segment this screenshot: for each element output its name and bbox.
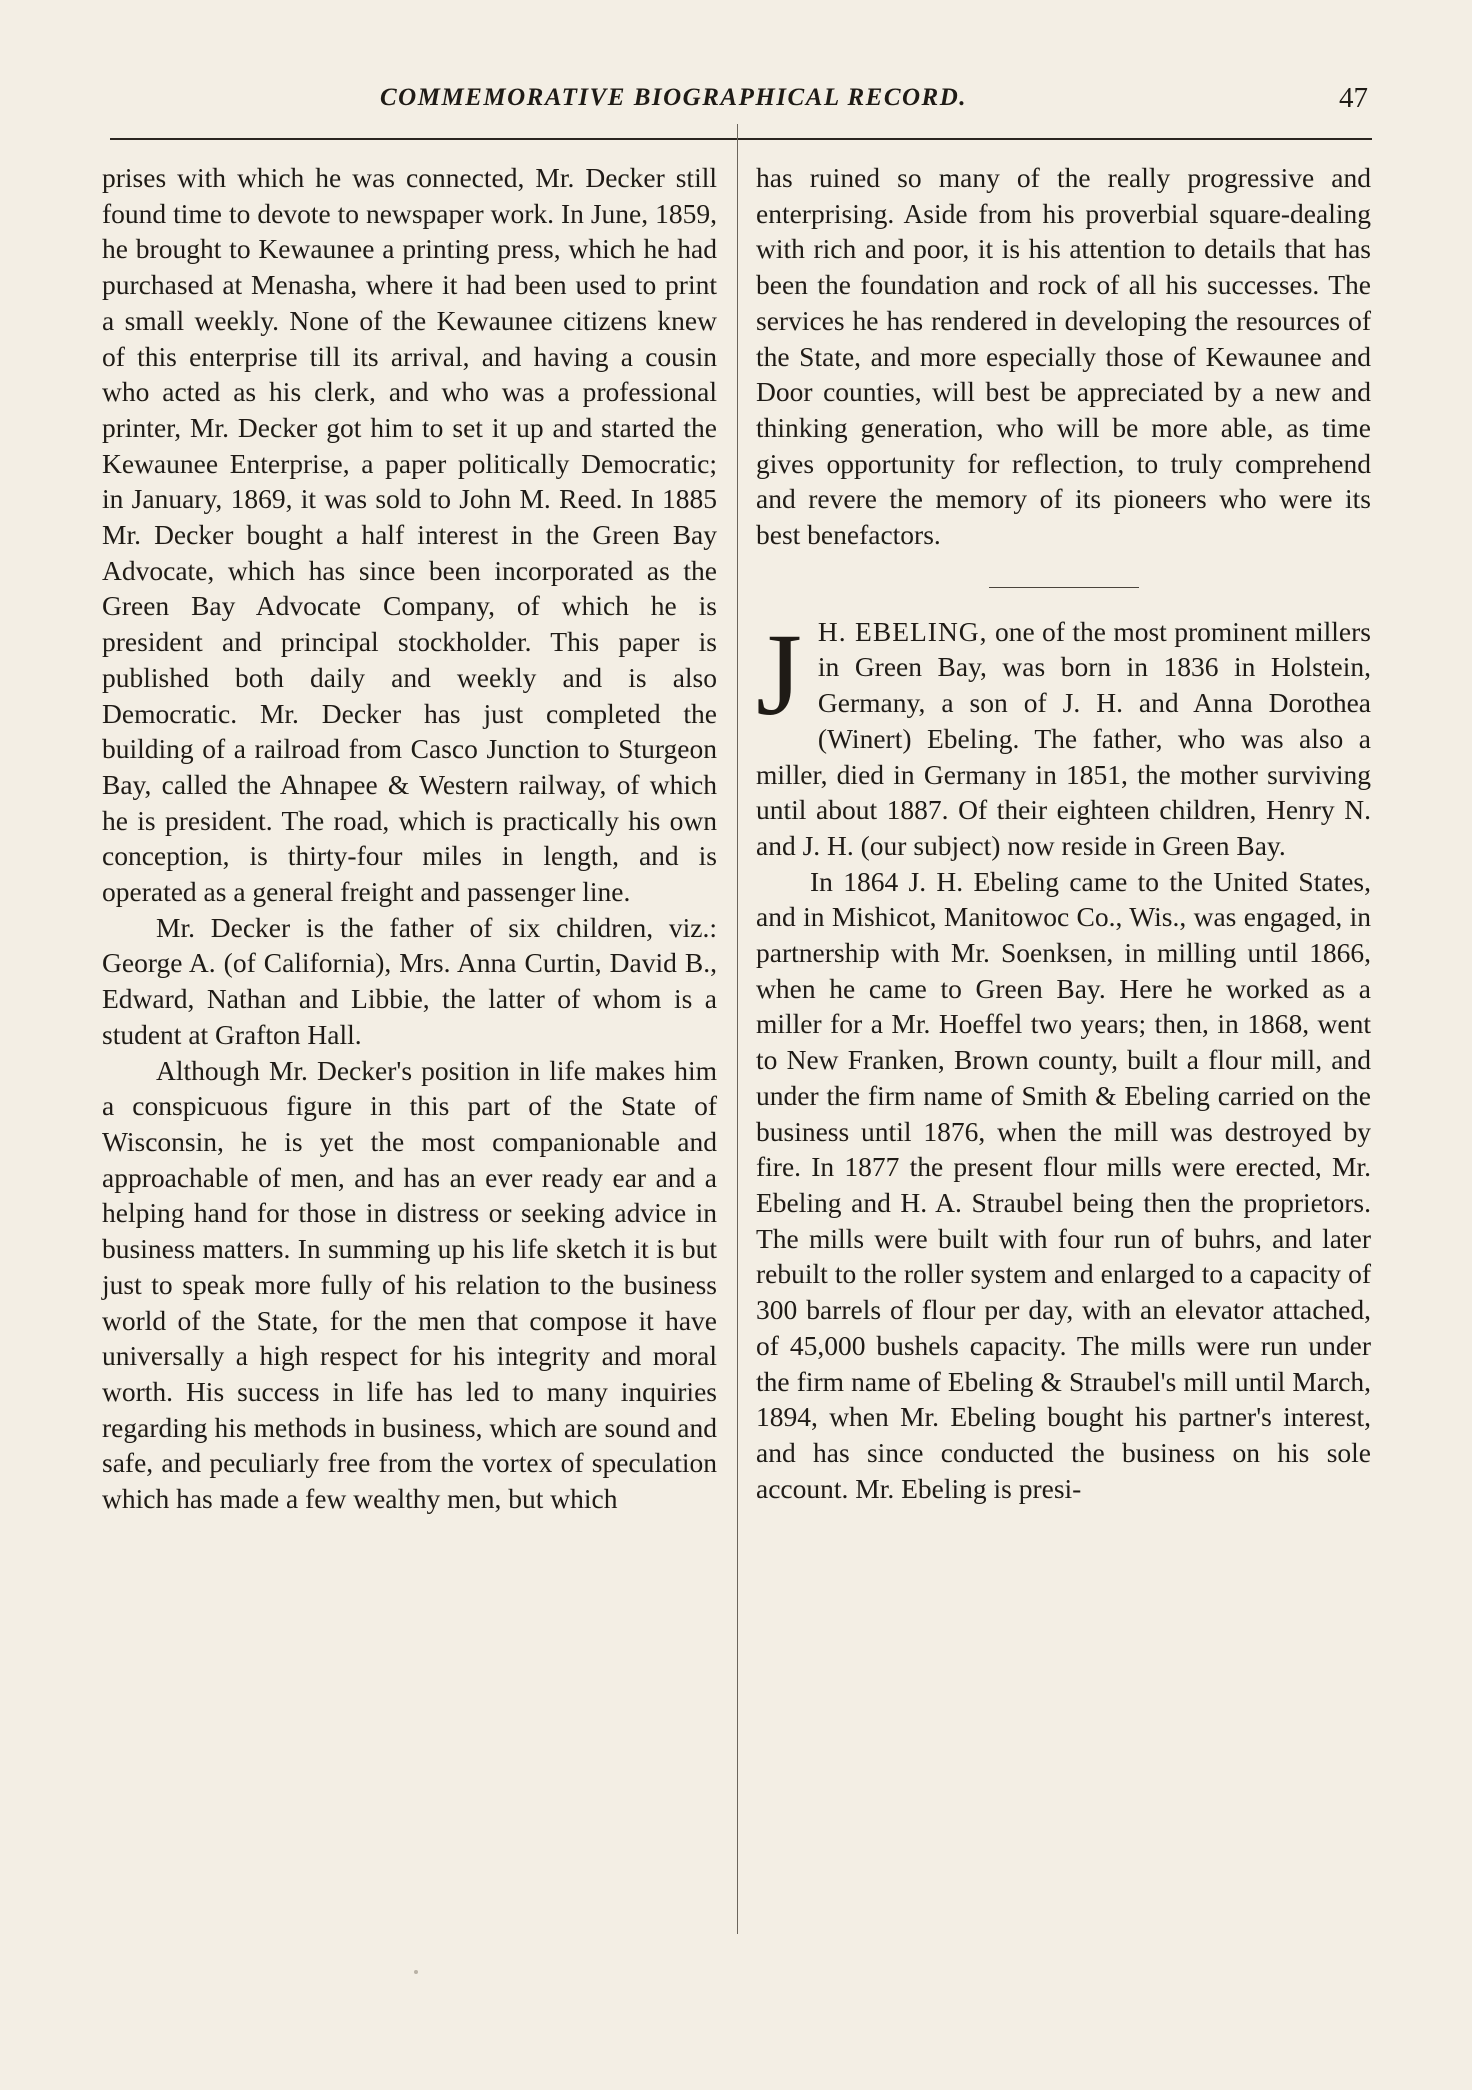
decker-paragraph-1: prises with which he was connected, Mr. Decker still found time to devote to newspaper work. In June, 1859, he brought to Kewaunee a printing press, which he had purchased at Menasha, where it had been used to print a small weekly. None of the Kewaunee citizens knew of this enterprise till its arrival, and having a cousin who acted as his clerk, and who was a professional printer, Mr. Decker got him to set it up and started the Kewaunee Enterprise, a paper politically Democratic; in January, 1869, it was sold to John M. Reed. In 1885 Mr. Decker bought a half interest in the Green Bay Advocate, which has since been incorporated as the Green Bay Advocate Company, of which he is president and principal stockholder. This paper is published both daily and weekly and is also Democratic. Mr. Decker has just completed the building of a railroad from Casco Junction to Sturgeon Bay, called the Ahnapee & Western railway, of which he is president. The road, which is practically his own conception, is thirty-four miles in length, and is operated as a general freight and passenger line. <box>102 162 717 908</box>
decker-paragraph-2: Mr. Decker is the father of six children, viz.: George A. (of California), Mrs. Anna Curtin, David B., Edward, Nathan and Libbie, the latter of whom is a student at Grafton Hall. <box>102 911 717 1050</box>
header-rule <box>110 138 1372 140</box>
decker-paragraph-3: Although Mr. Decker's position in life makes him a conspicuous figure in this part of the State of Wisconsin, he is yet the most companionable and approachable of men, and has an ever ready ear and a helping hand for those in distress or seeking advice in business matters. In summing up his life sketch it is but just to speak more fully of his relation to the business world of the State, for the men that compose it have universally a high respect for his integrity and moral worth. His success in life has led to many inquiries regarding his methods in business, which are sound and safe, and peculiarly free from the vortex of speculation which has made a few wealthy men, but which <box>102 1054 717 1515</box>
column-divider <box>737 124 738 1934</box>
ebeling-paragraph-2: In 1864 J. H. Ebeling came to the United States, and in Mishicot, Manitowoc Co., Wis., was engaged, in partnership with Mr. Soenksen, in milling until 1866, when he came to Green Bay. Here he worked as a miller for a Mr. Hoeffel two years; then, in 1868, went to New Franken, Brown county, built a flour mill, and under the firm name of Smith & Ebeling carried on the business until 1876, when the mill was destroyed by fire. In 1877 the present flour mills were erected, Mr. Ebeling and H. A. Straubel being then the proprietors. The mills were built with four run of buhrs, and later rebuilt to the roller system and enlarged to a capacity of 300 barrels of flour per day, with an elevator attached, of 45,000 bushels capacity. The mills were run under the firm name of Ebeling & Straubel's mill until March, 1894, when Mr. Ebeling bought his partner's interest, and has since conducted the business on his sole account. Mr. Ebeling is presi- <box>756 865 1371 1504</box>
drop-cap: J <box>756 608 802 740</box>
page-number: 47 <box>1339 82 1368 114</box>
right-column <box>756 160 1371 1506</box>
page-header <box>100 80 1374 120</box>
ebeling-name-lead: H. EBELING, <box>817 615 988 647</box>
left-column <box>102 160 717 1517</box>
print-speck <box>414 1970 418 1974</box>
ebeling-paragraph-1-text: one of the most prominent millers in Green Bay, was born in 1836 in Holstein, Germany, a son of J. H. and Anna Dorothea (Winert) Ebeling. The father, who was also a miller, died in Germany in 1851, the mother surviving until about 1887. Of their eighteen children, Henry N. and J. H. (our subject) now reside in Green Bay. <box>756 615 1371 861</box>
section-separator <box>989 587 1139 588</box>
decker-paragraph-4: has ruined so many of the really progressive and enterprising. Aside from his proverbial square-dealing with rich and poor, it is his attention to details that has been the foundation and rock of all his successes. The services he has rendered in developing the resources of the State, and more especially those of Kewaunee and Door counties, will best be appreciated by a new and thinking generation, who will be more able, as time gives opportunity for reflection, to truly comprehend and revere the memory of its pioneers who were its best benefactors. <box>756 162 1371 551</box>
running-title: COMMEMORATIVE BIOGRAPHICAL RECORD. <box>380 84 968 111</box>
ebeling-paragraph-1 <box>756 608 1371 864</box>
